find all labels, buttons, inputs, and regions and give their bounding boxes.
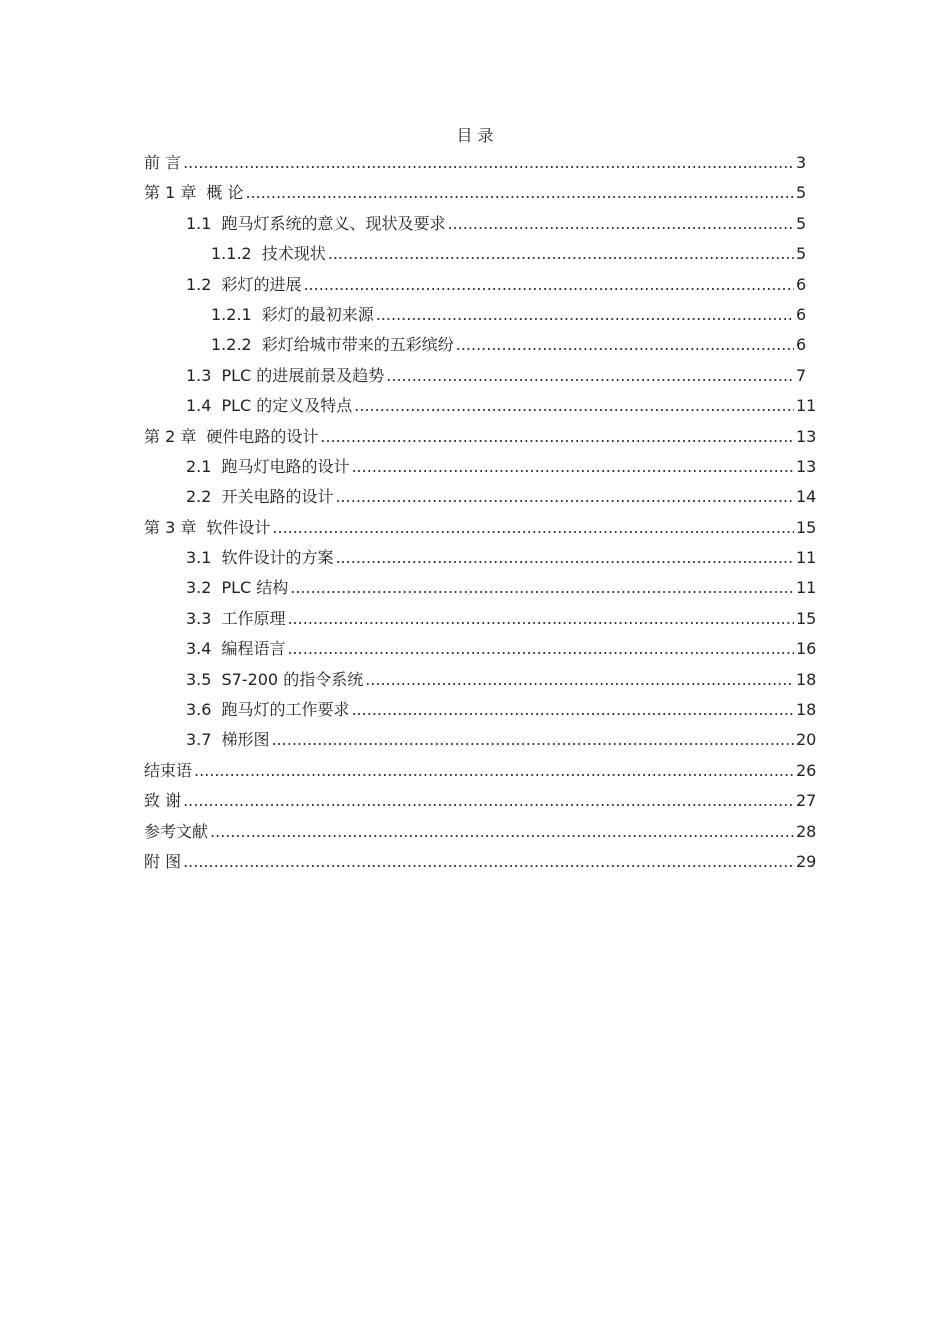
toc-entry-page: 28 xyxy=(796,821,817,841)
dot-leader xyxy=(210,817,794,847)
toc-entry-page: 13 xyxy=(796,426,817,446)
toc-entry[interactable] xyxy=(144,361,806,391)
dot-leader xyxy=(303,270,794,300)
toc-entry-page: 6 xyxy=(796,335,807,355)
toc-entry[interactable] xyxy=(144,817,817,847)
toc-entry-label: 工作原理 xyxy=(221,608,286,628)
toc-entry[interactable] xyxy=(144,695,817,725)
toc-entry-number: 1.3 xyxy=(186,365,212,385)
dot-leader xyxy=(376,300,794,330)
toc-entry[interactable] xyxy=(144,513,817,543)
toc-title: 目 录 xyxy=(456,126,494,145)
dot-leader xyxy=(287,604,794,634)
toc-entry-label: 软件设计 xyxy=(206,517,271,537)
toc-entry[interactable] xyxy=(144,482,817,512)
toc-entry-page: 27 xyxy=(796,791,817,811)
toc-entry-page: 7 xyxy=(796,365,807,385)
toc-entry[interactable] xyxy=(144,422,817,452)
dot-leader xyxy=(335,543,794,573)
toc-entry-number: 1.4 xyxy=(186,396,212,416)
toc-entry[interactable] xyxy=(144,452,817,482)
toc-entry-page: 18 xyxy=(796,700,817,720)
toc-entry[interactable] xyxy=(144,209,806,239)
toc-entry-label: 彩灯的最初来源 xyxy=(261,304,374,324)
toc-entry[interactable] xyxy=(144,756,817,786)
dot-leader xyxy=(320,422,794,452)
toc-entry-label: 硬件电路的设计 xyxy=(206,426,319,446)
toc-entry-number: 1.2 xyxy=(186,274,212,294)
toc-entry-number: 1.2.2 xyxy=(211,335,252,355)
table-of-contents xyxy=(144,148,817,877)
dot-leader xyxy=(335,482,794,512)
toc-entry-label: 梯形图 xyxy=(221,730,270,750)
toc-entry-page: 15 xyxy=(796,608,817,628)
toc-entry[interactable] xyxy=(144,300,806,330)
toc-entry-number: 3.1 xyxy=(186,548,212,568)
toc-entry-page: 6 xyxy=(796,274,807,294)
dot-leader xyxy=(271,725,794,755)
toc-entry-number: 第 3 章 xyxy=(144,517,197,537)
toc-entry-page: 5 xyxy=(796,213,807,233)
toc-entry[interactable] xyxy=(144,573,817,603)
dot-leader xyxy=(183,148,794,178)
toc-entry-label: PLC 结构 xyxy=(221,578,289,598)
toc-entry-label: 技术现状 xyxy=(261,244,326,264)
toc-entry-label: 概 论 xyxy=(206,183,244,203)
dot-leader xyxy=(183,786,794,816)
toc-entry-label: 参考文献 xyxy=(144,821,209,841)
dot-leader xyxy=(328,239,794,269)
toc-entry-number: 2.2 xyxy=(186,487,212,507)
dot-leader xyxy=(447,209,794,239)
toc-entry-page: 20 xyxy=(796,730,817,750)
toc-entry[interactable] xyxy=(144,847,817,877)
toc-entry-page: 5 xyxy=(796,244,807,264)
toc-entry-number: 3.5 xyxy=(186,669,212,689)
toc-entry[interactable] xyxy=(144,270,806,300)
toc-entry-label: 彩灯的进展 xyxy=(221,274,302,294)
toc-entry-number: 3.4 xyxy=(186,639,212,659)
toc-entry-number: 3.6 xyxy=(186,700,212,720)
toc-entry-page: 15 xyxy=(796,517,817,537)
toc-entry-page: 29 xyxy=(796,851,817,871)
toc-entry-page: 11 xyxy=(796,548,817,568)
toc-entry-number: 3.2 xyxy=(186,578,212,598)
toc-entry-page: 11 xyxy=(796,396,817,416)
toc-entry-number: 1.2.1 xyxy=(211,304,252,324)
toc-entry-label: PLC 的定义及特点 xyxy=(221,396,353,416)
toc-entry[interactable] xyxy=(144,330,806,360)
toc-entry-number: 2.1 xyxy=(186,456,212,476)
toc-entry-label: 跑马灯电路的设计 xyxy=(221,456,350,476)
toc-entry-number: 3.7 xyxy=(186,730,212,750)
dot-leader xyxy=(386,361,794,391)
toc-entry[interactable] xyxy=(144,543,817,573)
toc-entry[interactable] xyxy=(144,239,806,269)
toc-entry-number: 3.3 xyxy=(186,608,212,628)
dot-leader xyxy=(245,178,794,208)
toc-entry[interactable] xyxy=(144,178,806,208)
dot-leader xyxy=(287,634,794,664)
toc-entry-label: 彩灯给城市带来的五彩缤纷 xyxy=(261,335,454,355)
toc-entry[interactable] xyxy=(144,604,817,634)
dot-leader xyxy=(365,665,794,695)
toc-entry-label: 开关电路的设计 xyxy=(221,487,334,507)
toc-entry-label: 结束语 xyxy=(144,760,193,780)
toc-entry-label: 软件设计的方案 xyxy=(221,548,334,568)
toc-entry-label: 跑马灯系统的意义、现状及要求 xyxy=(221,213,446,233)
toc-entry[interactable] xyxy=(144,148,806,178)
toc-entry-page: 13 xyxy=(796,456,817,476)
dot-leader xyxy=(456,330,794,360)
toc-entry[interactable] xyxy=(144,391,817,421)
toc-entry-number: 第 2 章 xyxy=(144,426,197,446)
toc-entry-number: 1.1.2 xyxy=(211,244,252,264)
toc-entry-label: PLC 的进展前景及趋势 xyxy=(221,365,385,385)
toc-entry-label: 编程语言 xyxy=(221,639,286,659)
toc-entry-number: 1.1 xyxy=(186,213,212,233)
toc-entry-page: 11 xyxy=(796,578,817,598)
toc-entry-label: 致 谢 xyxy=(144,791,182,811)
toc-entry[interactable] xyxy=(144,634,817,664)
dot-leader xyxy=(351,695,794,725)
dot-leader xyxy=(351,452,794,482)
toc-entry[interactable] xyxy=(144,725,817,755)
toc-entry-label: 前 言 xyxy=(144,153,182,172)
toc-entry-page: 3 xyxy=(796,153,807,172)
toc-entry-number: 第 1 章 xyxy=(144,183,197,203)
toc-entry-page: 6 xyxy=(796,304,807,324)
dot-leader xyxy=(290,573,794,603)
toc-entry-label: 附 图 xyxy=(144,851,182,871)
toc-entry-label: S7-200 的指令系统 xyxy=(221,669,364,689)
dot-leader xyxy=(272,513,794,543)
toc-entry-page: 14 xyxy=(796,487,817,507)
dot-leader xyxy=(194,756,794,786)
toc-entry-page: 16 xyxy=(796,639,817,659)
toc-entry-page: 18 xyxy=(796,669,817,689)
toc-entry[interactable] xyxy=(144,786,817,816)
toc-entry-label: 跑马灯的工作要求 xyxy=(221,700,350,720)
dot-leader xyxy=(183,847,794,877)
dot-leader xyxy=(354,391,794,421)
toc-entry-page: 5 xyxy=(796,183,807,203)
toc-entry-page: 26 xyxy=(796,760,817,780)
toc-entry[interactable] xyxy=(144,665,817,695)
